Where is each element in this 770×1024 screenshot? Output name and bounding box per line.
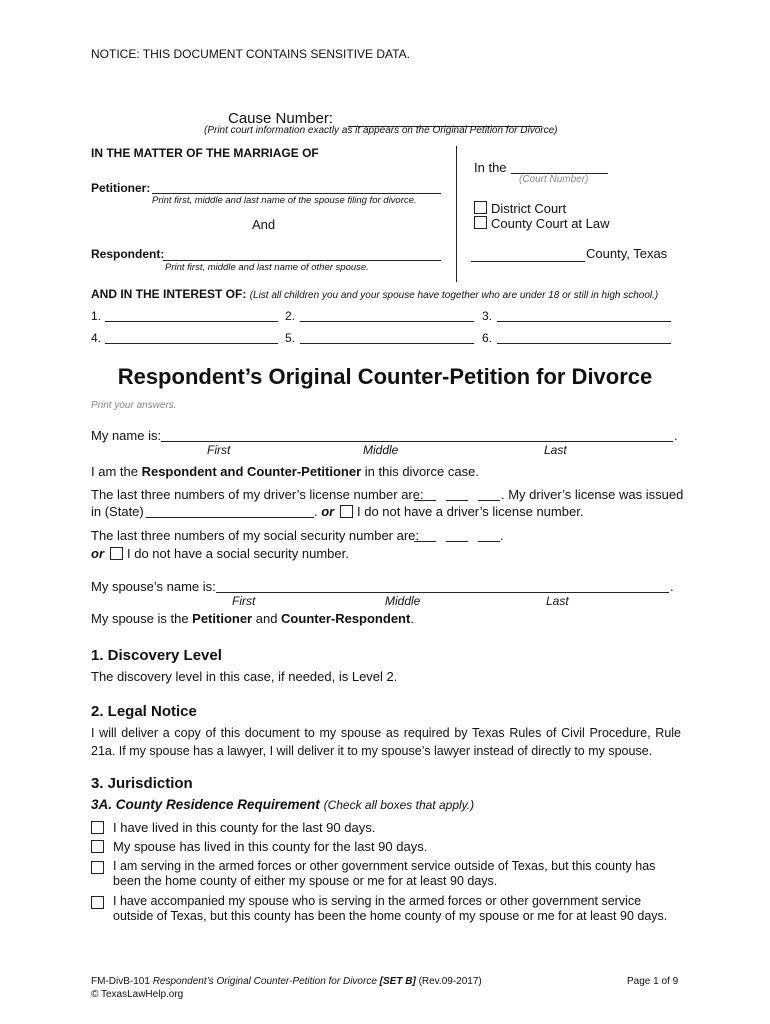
child-5-number: 5. (285, 331, 296, 345)
my-name-period: . (674, 428, 678, 443)
spouse-middle-hint: Middle (385, 594, 421, 608)
residence-option-4-label: I have accompanied my spouse who is serving in the armed forces or other government service outside of Texas, but this county has been the home county of my spouse or me for at least 90 days. (113, 894, 668, 923)
document-title: Respondent’s Original Counter-Petition for Divorce (117, 364, 653, 389)
county-court-label: County Court at Law (491, 216, 610, 231)
district-court-option[interactable] (474, 201, 566, 216)
child-6-field[interactable] (497, 343, 671, 344)
spouse-role-counter-respondent: Counter-Respondent (281, 611, 411, 626)
license-state-field[interactable] (146, 517, 314, 518)
residence-option-3-checkbox[interactable] (91, 861, 104, 874)
no-license-checkbox[interactable] (340, 505, 353, 518)
role-bold: Respondent and Counter-Petitioner (141, 464, 362, 479)
license-digit-3[interactable] (478, 500, 500, 501)
county-name-field[interactable] (471, 261, 585, 262)
my-name-last-hint: Last (544, 443, 567, 457)
residence-option-2-label: My spouse has lived in this county for the last 90 days. (113, 839, 428, 854)
ssn-digit-2[interactable] (446, 541, 468, 542)
residence-option-4-checkbox[interactable] (91, 896, 104, 909)
residence-heading (91, 797, 474, 812)
license-digit-2[interactable] (446, 500, 468, 501)
petitioner-name-field[interactable] (152, 193, 441, 194)
child-3-field[interactable] (497, 321, 671, 322)
license-or: . or (314, 504, 335, 519)
print-answers-hint: Print your answers. (91, 400, 177, 411)
footer-form-title: Respondent’s Original Counter-Petition for Divorce (152, 976, 377, 987)
cause-number-label: Cause Number: (228, 110, 334, 127)
respondent-label: Respondent: (91, 247, 165, 261)
interest-hint: (List all children you and your spouse have together who are under 18 or still in high school.) (249, 290, 659, 301)
license-state-label: in (State) (91, 504, 144, 519)
ssn-digit-1[interactable] (414, 541, 436, 542)
and-text: And (252, 217, 276, 232)
legal-notice-text: I will deliver a copy of this document to my spouse as required by Texas Rules of Civil Procedure, Rule 21a. If my spouse has a lawyer, I will deliver it to my spouse’s lawyer instead of directly to my spouse. (91, 726, 681, 758)
license-line-text: The last three numbers of my driver’s license number are: (91, 487, 424, 502)
matter-heading: IN THE MATTER OF THE MARRIAGE OF (91, 146, 319, 160)
footer-form-line (91, 976, 482, 987)
license-or-text: or (321, 504, 335, 519)
child-6-number: 6. (482, 331, 493, 345)
caption-divider (456, 146, 457, 282)
county-court-option[interactable] (474, 216, 610, 231)
residence-option-2-checkbox[interactable] (91, 840, 104, 853)
child-2-number: 2. (285, 309, 296, 323)
spouse-first-hint: First (232, 594, 256, 608)
spouse-name-label: My spouse’s name is: (91, 579, 216, 594)
footer-page-number: Page 1 of 9 (627, 976, 679, 987)
residence-hint: (Check all boxes that apply.) (323, 798, 475, 812)
license-digit-1[interactable] (414, 500, 436, 501)
county-texas-label: County, Texas (586, 246, 668, 261)
spouse-name-field[interactable] (216, 592, 669, 593)
footer-copyright: © TexasLawHelp.org (91, 989, 184, 1000)
residence-title: 3A. County Residence Requirement (91, 797, 320, 812)
spouse-last-hint: Last (546, 594, 569, 608)
no-license-label: I do not have a driver’s license number. (357, 504, 584, 519)
my-name-label: My name is: (91, 428, 162, 443)
child-4-field[interactable] (105, 343, 278, 344)
jurisdiction-heading: 3. Jurisdiction (91, 775, 193, 792)
residence-option-1-label: I have lived in this county for the last 90 days. (113, 820, 376, 835)
discovery-heading: 1. Discovery Level (91, 647, 222, 664)
court-number-hint: (Court Number) (519, 174, 589, 185)
spouse-role-prefix: My spouse is the (91, 611, 193, 626)
discovery-text: The discovery level in this case, if needed, is Level 2. (91, 669, 398, 684)
legal-notice-heading: 2. Legal Notice (91, 703, 197, 720)
spouse-role-petitioner: Petitioner (192, 611, 253, 626)
child-4-number: 4. (91, 331, 102, 345)
respondent-name-field[interactable] (163, 260, 441, 261)
role-suffix: in this divorce case. (361, 464, 479, 479)
petitioner-hint: Print first, middle and last name of the spouse filing for divorce. (152, 195, 417, 206)
interest-line (91, 287, 658, 301)
my-name-middle-hint: Middle (363, 443, 399, 457)
spouse-role-statement (91, 611, 414, 626)
in-the-label: In the (474, 160, 507, 175)
petitioner-label: Petitioner: (91, 181, 151, 195)
cause-instruction: (Print court information exactly as it appears on the Original Petition for Divorce) (204, 125, 558, 136)
child-3-number: 3. (482, 309, 493, 323)
interest-label: AND IN THE INTEREST OF: (91, 287, 247, 301)
sensitive-data-notice: NOTICE: THIS DOCUMENT CONTAINS SENSITIVE DATA. (91, 47, 410, 61)
my-name-field[interactable] (161, 441, 673, 442)
respondent-hint: Print first, middle and last name of other spouse. (165, 262, 369, 273)
child-5-field[interactable] (300, 343, 474, 344)
child-1-number: 1. (91, 309, 102, 323)
ssn-or: or (91, 546, 104, 561)
respondent-role-statement (91, 464, 479, 479)
ssn-digit-3[interactable] (478, 541, 500, 542)
ssn-line-text: The last three numbers of my social security number are: (91, 528, 420, 543)
spouse-name-period: . (670, 579, 674, 594)
no-ssn-label: I do not have a social security number. (127, 546, 349, 561)
no-ssn-checkbox[interactable] (110, 547, 123, 560)
county-court-checkbox[interactable] (474, 216, 487, 229)
license-issued-text: . My driver’s license was issued (501, 487, 684, 502)
role-prefix: I am the (91, 464, 142, 479)
residence-option-3-label: I am serving in the armed forces or other government service outside of Texas, but this county has been the home county of either my spouse or me for at least 90 days. (113, 859, 656, 888)
ssn-period: . (500, 528, 504, 543)
district-court-checkbox[interactable] (474, 201, 487, 214)
footer-set: [SET B] (379, 976, 416, 987)
footer-revision: (Rev.09-2017) (418, 976, 482, 987)
residence-option-1-checkbox[interactable] (91, 821, 104, 834)
district-court-label: District Court (491, 201, 567, 216)
spouse-role-suffix: . (410, 611, 414, 626)
child-1-field[interactable] (105, 321, 278, 322)
footer-form-number: FM-DivB-101 (91, 976, 150, 987)
child-2-field[interactable] (300, 321, 474, 322)
spouse-role-and: and (252, 611, 282, 626)
my-name-first-hint: First (207, 443, 231, 457)
